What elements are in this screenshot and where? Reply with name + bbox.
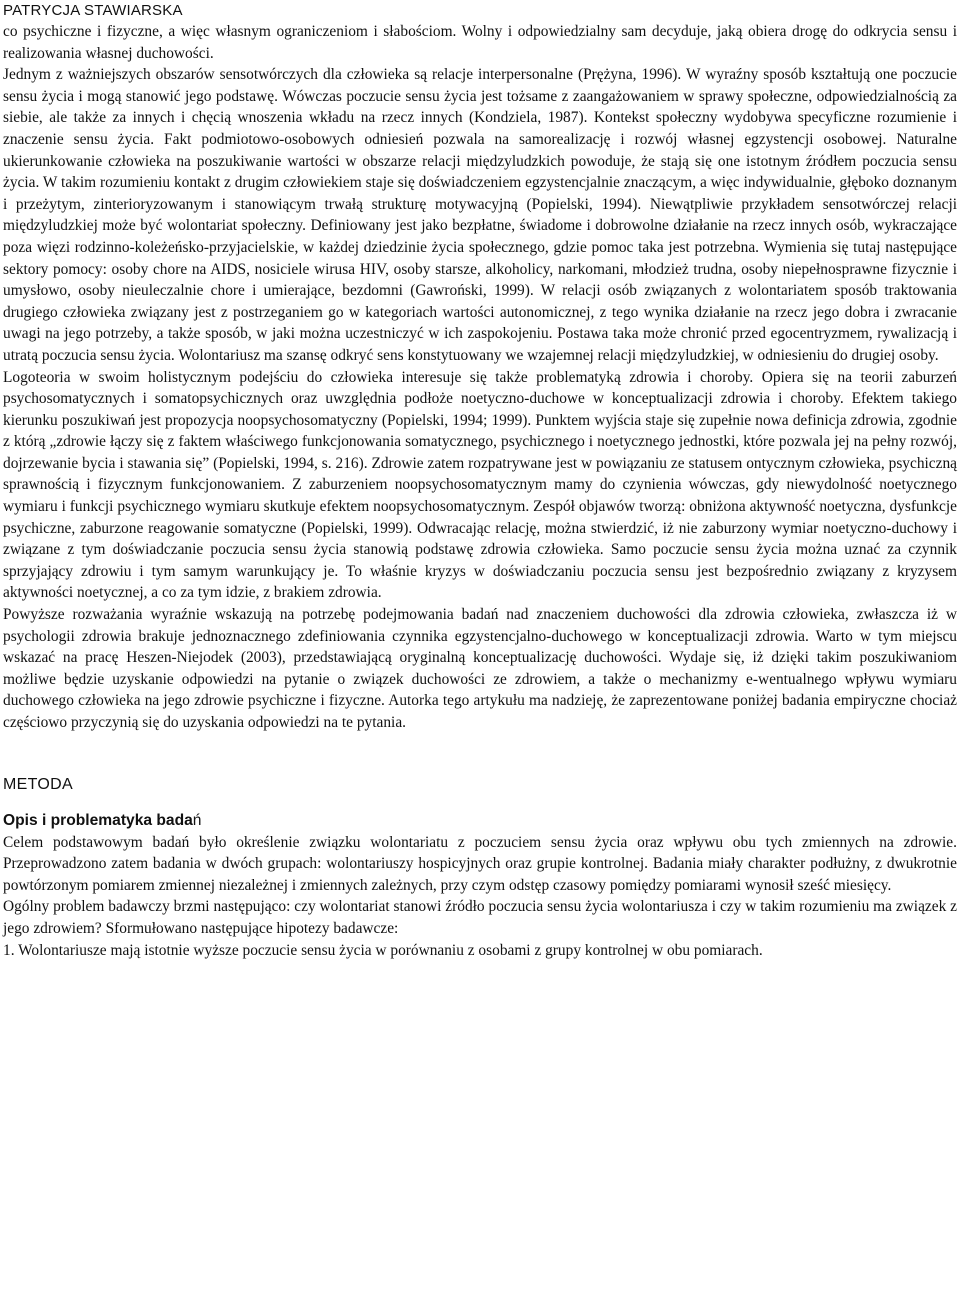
subsection-heading [3,810,957,832]
subsection-heading-tail: ń [192,811,202,829]
paragraph-research-problem: Ogólny problem badawczy brzmi następująco: czy wolontariat stanowi źródło poczucia sensu życia wolontariusza i czy w takim rozumieniu ma związek z jego zdrowiem? Sformułowano następujące hipotezy badawcze: [3,898,957,937]
paragraph-logotheory-health: Logoteoria w swoim holistycznym podejściu do człowieka interesuje się także problematyką zdrowia i choroby. Opiera się na teorii zaburzeń psychosomatycznych i somatopsychicznych oraz uwzględnia podłoże noetyczno-duchowe w konceptualizacji zdrowia i choroby. Efektem takiego kierunku poszukiwań jest propozycja noopsychosomatyczny (Popielski, 1994; 1999). Punktem wyjścia staje się zupełnie nowa definicja zdrowia, zgodnie z którą „zdrowie łączy się z faktem właściwego funkcjonowania somatycznego, psychicznego i noetycznego jednostki, które pozwala jej na pełny rozwój, dojrzewanie bycia i stawania się” (Popielski, 1994, s. 216). Zdrowie zatem rozpatrywane jest w powiązaniu ze statusem ontycznym człowieka, psychiczną sprawnością i fizycznym funkcjonowaniem. Z zaburzeniem noopsychosomatycznym mamy do czynienia wówczas, gdy niewydolność noetycznego wymiaru i funkcji psychicznego wymiaru skutkuje efektem noopsychosomatycznym. Zespół objawów tworzą: obniżona aktywność noetyczna, dysfunkcje psychiczne, zaburzone reagowanie somatyczne (Popielski, 1999). Odwracając relację, można stwierdzić, iż nie zaburzony wymiar noetyczno-duchowy i związane z tym doświadczanie poczucia sensu życia stanowią podstawę zdrowia człowieka. Samo poczucie sensu życia można uznać za czynnik sprzyjający zdrowiu i tym samym warunkujący je. To właśnie kryzys w doświadczaniu poczucia sensu jest bezpośrednio związany z kryzysem aktywności noetycznej, a co za tym idzie, z brakiem zdrowia. [3,368,957,602]
paragraph-research-motivation: Powyższe rozważania wyraźnie wskazują na potrzebę podejmowania badań nad znaczeniem duchowości dla zdrowia człowieka, zwłaszcza iż w psychologii zdrowia brakuje jednoznacznego zdefiniowania czynnika egzystencjalno-duchowego w konceptualizacji zdrowia. Warto w tym miejscu wskazać na pracę Heszen-Niejodek (2003), przedstawiającą oryginalną konceptualizację duchowości. Wydaje się, iż dzięki takim poszukiwaniom możliwe będzie uzyskanie odpowiedzi na pytanie o związek duchowości ze zdrowiem, a także o mechanizmy e-wentualnego wpływu wymiaru duchowego człowieka na jego zdrowie psychiczne i fizyczne. Autorka tego artykułu ma nadzieję, że zaprezentowane poniżej badania empiryczne chociaż częściowo przyczynią się do uzyskania odpowiedzi na te pytania. [3,606,957,731]
subsection-heading-bold: Opis i problematyka bada [3,811,193,829]
section-spacer [3,734,957,756]
running-header-author: PATRYCJA STAWIARSKA [3,2,183,19]
paragraph-research-goal: Celem podstawowym badań było określenie związku wolontariatu z poczuciem sensu życia oraz wpływu obu tych zmiennych na zdrowie. Przeprowadzono zatem badania w dwóch grupach: wolontariuszy hospicyjnych oraz grupie kontrolnej. Badania miały charakter podłużny, z dwukrotnie powtórzonym pomiarem zmiennej niezależnej i zmiennych zależnych, przy czym odstęp czasowy pomiędzy pomiarami wynosił sześć miesięcy. [3,833,957,894]
paragraph-interpersonal-relations: Jednym z ważniejszych obszarów sensotwórczych dla człowieka są relacje interpersonalne (Prężyna, 1996). W wyraźny sposób kształtują one poczucie sensu życia i mogą stanowić jego podstawę. Wówczas poczucie sensu życia jest tożsame z zaangażowaniem w sprawy społeczne, odpowiedzialnością za siebie, ale także za innych i chęcią wnoszenia wkładu na rzecz innych (Kondziela, 1987). Kontekst społeczny wydobywa specyficzne rozumienie i znaczenie sensu życia. Fakt podmiotowo-osobowych odniesień pozwala na samorealizację i rozwój własnej egzystencji osobowej. Naturalne ukierunkowanie człowieka na poszukiwanie wartości w obszarze relacji międzyludzkich powoduje, że stają się one istotnym źródłem poczucia sensu życia. W takim rozumieniu kontakt z drugim człowiekiem staje się doświadczeniem egzystencjalnie znaczącym, a więc indywidualnie, głęboko doznanym i przeżytym, zinterioryzowanym i stanowiącym trwałą strukturę motywacyjną (Popielski, 1994). Niewątpliwie przykładem sensotwórczej relacji międzyludzkiej może być wolontariat społeczny. Definiowany jest jako bezpłatne, świadome i dobrowolne działanie na rzecz innych osób, wykraczające poza więzi rodzinno-koleżeńsko-przyjacielskie, w każdej dziedzinie życia społecznego, gdzie pomoc taka jest potrzebna. Wymienia się tutaj następujące sektory pomocy: osoby chore na AIDS, nosiciele wirusa HIV, osoby starsze, alkoholicy, narkomani, młodzież trudna, osoby niepełnosprawne fizycznie i umysłowo, osoby nieuleczalnie chore i umierające, bezdomni (Gawroński, 1999). W relacji osób związanych z wolontariatem sposób traktowania drugiego człowieka związany jest z postrzeganiem go w kategoriach wartości autonomicznej, z tego wynika działanie na rzecz jego dobra i zwracanie uwagi na jego potrzeby, a także sposób, w jaki można uczestniczyć w ich zaspokojeniu. Postawa taka może chronić przed egocentryzmem, rywalizacją i utratą poczucia sensu życia. Wolontariusz ma szansę odkryć sens konstytuowany we wzajemnej relacji międzyludzkiej, w odniesieniu do drugiej osoby. [3,66,957,364]
hypothesis-item: 1. Wolontariusze mają istotnie wyższe poczucie sensu życia w porównaniu z osobami z grupy kontrolnej w obu pomiarach. [3,941,763,959]
document-page [3,0,957,961]
section-heading-method: METODA [3,775,73,793]
paragraph-continuation: co psychiczne i fizyczne, a więc własnym ograniczeniom i słabościom. Wolny i odpowiedzialny sam decyduje, jaką obiera drogę do odkrycia sensu i realizowania własnej duchowości. [3,23,957,62]
